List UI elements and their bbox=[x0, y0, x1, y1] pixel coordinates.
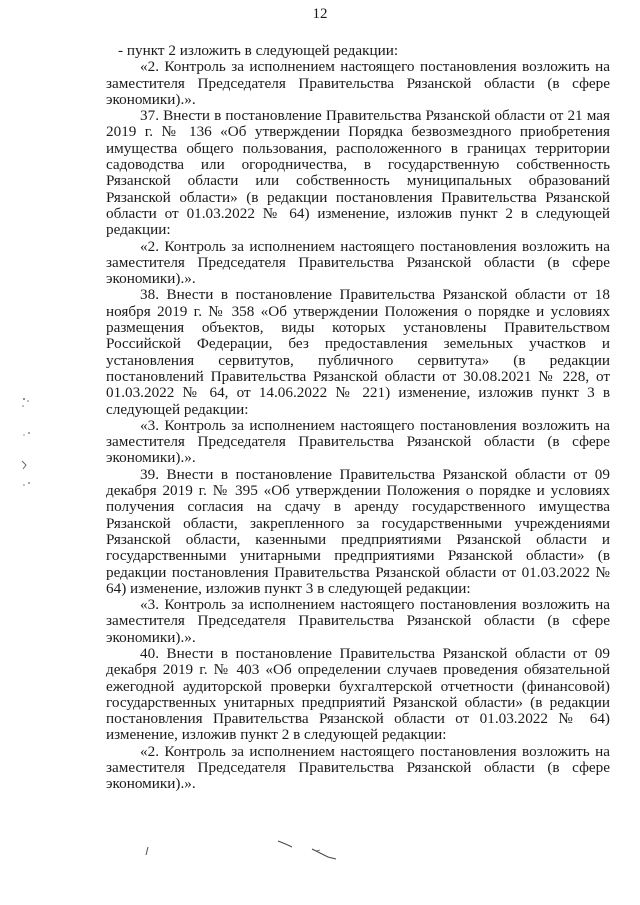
paragraph-2: «2. Контроль за исполнением настоящего постановления возложить на заместителя Председателя Правительства Рязанской области (в сфере экономики).». bbox=[106, 58, 610, 108]
margin-scan-marks bbox=[20, 395, 34, 490]
bottom-scan-marks bbox=[140, 835, 360, 865]
document-body bbox=[106, 43, 610, 793]
scan-artifact-icon bbox=[20, 395, 34, 490]
paragraph-6: «3. Контроль за исполнением настоящего постановления возложить на заместителя Председателя Правительства Рязанской области (в сфере экономики).». bbox=[106, 416, 610, 467]
paragraph-7: 39. Внести в постановление Правительства Рязанской области от 09 декабря 2019 г. № 395 «Об утверждении Положения о порядке и условиях получения согласия на сдачу в аренду государственного имущества Рязанской области, закрепленного за государственными учреждениями Рязанской области, казенными предприятиями Рязанской области и государственными унитарными предприятиями Рязанской области» (в редакции постановления Правительства Рязанской области от 01.03.2022 № 64) изменение, изложив пункт 3 в следующей редакции: bbox=[106, 465, 610, 597]
paragraph-9: 40. Внести в постановление Правительства Рязанской области от 09 декабря 2019 г. № 403 «Об определении случаев проведения обязательной ежегодной аудиторской проверки бухгалтерской отчетности (финансовой) государственных унитарных предприятий Рязанской области» (в редакции постановления Правительства Рязанской области от 01.03.2022 № 64) изменение, изложив пункт 2 в следующей редакции: bbox=[106, 644, 610, 744]
paragraph-10: «2. Контроль за исполнением настоящего постановления возложить на заместителя Председателя Правительства Рязанской области (в сфере экономики).». bbox=[106, 742, 610, 793]
paragraph-3: 37. Внести в постановление Правительства Рязанской области от 21 мая 2019 г. № 136 «Об утверждении Порядка безвозмездного приобретения имущества общего пользования, расположенного в границах территории садоводства или огородничества, в государственную собственность Рязанской области или собственность муниципальных образований Рязанской области» (в редакции постановления Правительства Рязанской области от 01.03.2022 № 64) изменение, изложив пункт 2 в следующей редакции: bbox=[106, 107, 610, 239]
paragraph-4: «2. Контроль за исполнением настоящего постановления возложить на заместителя Председателя Правительства Рязанской области (в сфере экономики).». bbox=[106, 237, 610, 288]
paragraph-5: 38. Внести в постановление Правительства Рязанской области от 18 ноября 2019 г. № 358 «Об утверждении Положения о порядке и условиях размещения объектов, виды которых установлены Правительством Российской Федерации, без предоставления земельных участков и установления сервитутов, публичного сервитута» (в редакции постановлений Правительства Рязанской области от 30.08.2021 № 228, от 01.03.2022 № 64, от 14.06.2022 № 221) изменение, изложив пункт 3 в следующей редакции: bbox=[106, 286, 610, 418]
page-number: 12 bbox=[312, 6, 328, 22]
paragraph-1: - пункт 2 изложить в следующей редакции: bbox=[118, 42, 399, 59]
paragraph-8: «3. Контроль за исполнением настоящего постановления возложить на заместителя Председателя Правительства Рязанской области (в сфере экономики).». bbox=[106, 596, 610, 646]
pen-stroke-icon bbox=[140, 835, 360, 865]
